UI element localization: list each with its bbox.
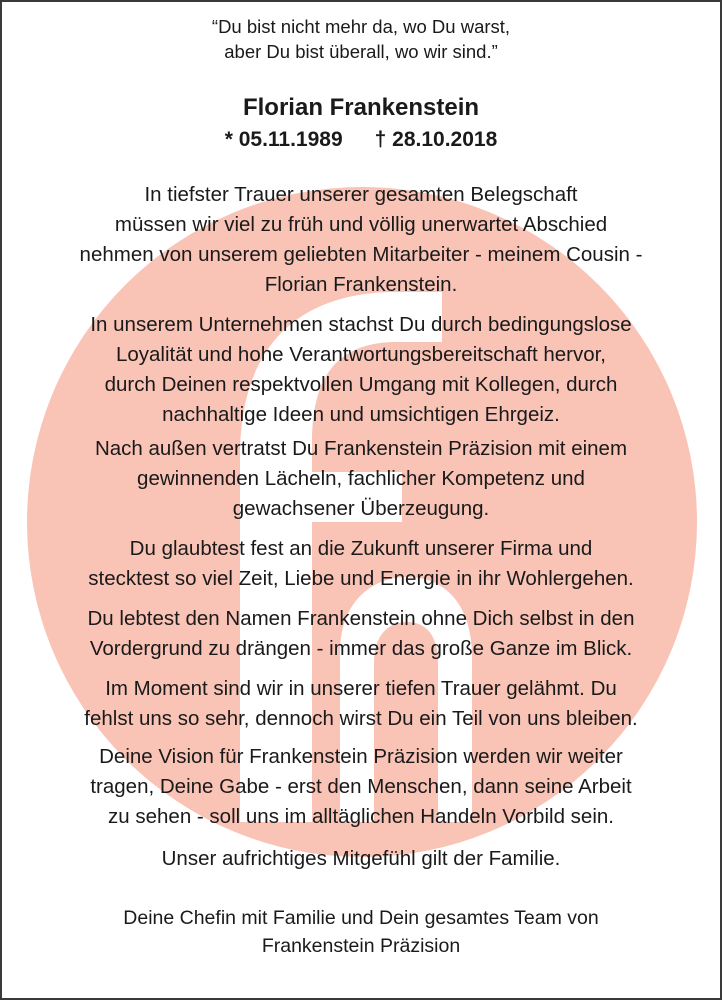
signature bbox=[2, 904, 720, 960]
paragraph-4 bbox=[2, 534, 720, 594]
paragraph-line: müssen wir viel zu früh und völlig unerwartet Abschied bbox=[114, 213, 608, 236]
paragraph-line: zu sehen - soll uns im alltäglichen Handeln Vorbild sein. bbox=[108, 805, 614, 828]
paragraph-line: gewinnenden Lächeln, fachlicher Kompetenz und bbox=[137, 467, 585, 490]
signature-line-2: Frankenstein Präzision bbox=[261, 935, 461, 957]
paragraph-line: Florian Frankenstein. bbox=[264, 273, 458, 296]
paragraph-line: Loyalität und hohe Verantwortungsbereitschaft hervor, bbox=[115, 343, 607, 366]
paragraph-line: In tiefster Trauer unserer gesamten Belegschaft bbox=[144, 183, 578, 206]
paragraph-5 bbox=[2, 604, 720, 664]
deceased-name: Florian Frankenstein bbox=[242, 94, 480, 121]
quote-line-2: aber Du bist überall, wo wir sind.” bbox=[224, 41, 498, 62]
paragraph-line: stecktest so viel Zeit, Liebe und Energie in ihr Wohlergehen. bbox=[88, 567, 634, 590]
paragraph-2 bbox=[2, 310, 720, 430]
quote-line-1: “Du bist nicht mehr da, wo Du warst, bbox=[211, 16, 511, 37]
death-date: † 28.10.2018 bbox=[374, 128, 498, 151]
life-dates bbox=[2, 126, 720, 154]
paragraph-6 bbox=[2, 674, 720, 734]
memorial-quote bbox=[2, 14, 720, 64]
paragraph-line: Unser aufrichtiges Mitgefühl gilt der Familie. bbox=[161, 847, 561, 870]
paragraph-line: nehmen von unserem geliebten Mitarbeiter - meinem Cousin - bbox=[79, 243, 643, 266]
paragraph-line: Du lebtest den Namen Frankenstein ohne Dich selbst in den bbox=[87, 607, 635, 630]
paragraph-1 bbox=[2, 180, 720, 300]
paragraph-line: tragen, Deine Gabe - erst den Menschen, dann seine Arbeit bbox=[90, 775, 632, 798]
paragraph-line: durch Deinen respektvollen Umgang mit Kollegen, durch bbox=[104, 373, 618, 396]
paragraph-line: Du glaubtest fest an die Zukunft unserer Firma und bbox=[129, 537, 593, 560]
paragraph-8 bbox=[2, 844, 720, 874]
paragraph-line: Deine Vision für Frankenstein Präzision werden wir weiter bbox=[99, 745, 623, 768]
birth-date: * 05.11.1989 bbox=[224, 128, 343, 151]
paragraph-line: nachhaltige Ideen und umsichtigen Ehrgeiz. bbox=[162, 403, 560, 426]
paragraph-3 bbox=[2, 434, 720, 524]
paragraph-line: Im Moment sind wir in unserer tiefen Trauer gelähmt. Du bbox=[105, 677, 617, 700]
paragraph-line: gewachsener Überzeugung. bbox=[232, 497, 490, 520]
paragraph-line: In unserem Unternehmen stachst Du durch bedingungslose bbox=[90, 313, 632, 336]
paragraph-7 bbox=[2, 742, 720, 832]
paragraph-line: fehlst uns so sehr, dennoch wirst Du ein Teil von uns bleiben. bbox=[84, 707, 638, 730]
signature-line-1: Deine Chefin mit Familie und Dein gesamtes Team von bbox=[123, 907, 599, 929]
paragraph-line: Nach außen vertratst Du Frankenstein Präzision mit einem bbox=[94, 437, 628, 460]
paragraph-line: Vordergrund zu drängen - immer das große Ganze im Blick. bbox=[89, 637, 633, 660]
